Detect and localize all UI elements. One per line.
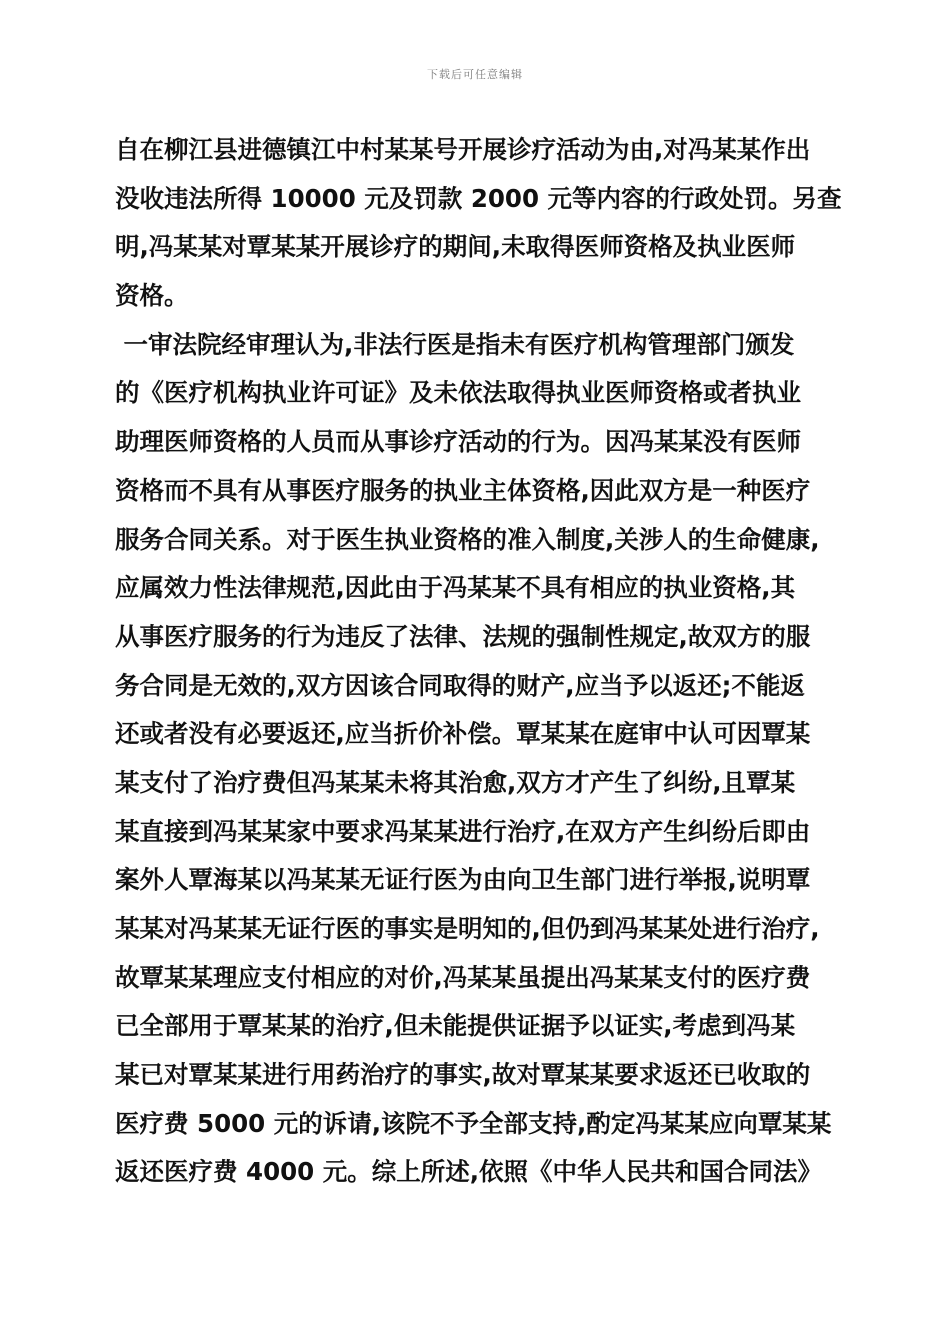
text-line: 资格。 — [115, 281, 189, 311]
text-line: 没收违法所得 10000 元及罚款 2000 元等内容的行政处罚。另查 — [115, 183, 842, 213]
text-line: 资格而不具有从事医疗服务的执业主体资格,因此双方是一种医疗 — [115, 475, 811, 505]
text-line: 务合同是无效的,双方因该合同取得的财产,应当予以返还;不能返 — [115, 670, 805, 700]
text-line: 从事医疗服务的行为违反了法律、法规的强制性规定,故双方的服 — [115, 621, 811, 651]
text-line: 案外人覃海某以冯某某无证行医为由向卫生部门进行举报,说明覃 — [115, 865, 811, 895]
page-header: 下载后可任意编辑 — [427, 68, 523, 81]
text-line: 助理医师资格的人员而从事诊疗活动的行为。因冯某某没有医师 — [115, 427, 801, 457]
text-line: 某某对冯某某无证行医的事实是明知的,但仍到冯某某处进行治疗, — [115, 914, 820, 943]
text-line: 服务合同关系。对于医生执业资格的准入制度,关涉人的生命健康, — [115, 524, 820, 554]
text-line: 返还医疗费 4000 元。综上所述,依照《中华人民共和国合同法》 — [115, 1157, 823, 1187]
text-line: 已全部用于覃某某的治疗,但未能提供证据予以证实,考虑到冯某 — [115, 1011, 796, 1041]
text-line: 故覃某某理应支付相应的对价,冯某某虽提出冯某某支付的医疗费 — [115, 962, 811, 992]
text-line: 一审法院经审理认为,非法行医是指未有医疗机构管理部门颁发 — [115, 329, 795, 359]
text-line: 医疗费 5000 元的诉请,该院不予全部支持,酌定冯某某应向覃某某 — [115, 1108, 832, 1138]
text-line: 某支付了治疗费但冯某某未将其治愈,双方才产生了纠纷,且覃某 — [115, 767, 796, 797]
text-line: 明,冯某某对覃某某开展诊疗的期间,未取得医师资格及执业医师 — [115, 232, 796, 262]
text-line: 某直接到冯某某家中要求冯某某进行治疗,在双方产生纠纷后即由 — [115, 816, 811, 846]
text-line: 的《医疗机构执业许可证》及未依法取得执业医师资格或者执业 — [115, 378, 801, 408]
text-line: 应属效力性法律规范,因此由于冯某某不具有相应的执业资格,其 — [115, 573, 796, 603]
text-line: 某已对覃某某进行用药治疗的事实,故对覃某某要求返还已收取的 — [115, 1060, 811, 1090]
text-line: 自在柳江县进德镇江中村某某号开展诊疗活动为由,对冯某某作出 — [115, 135, 811, 164]
text-line: 还或者没有必要返还,应当折价补偿。覃某某在庭审中认可因覃某 — [115, 719, 811, 749]
document-body — [115, 126, 845, 1197]
